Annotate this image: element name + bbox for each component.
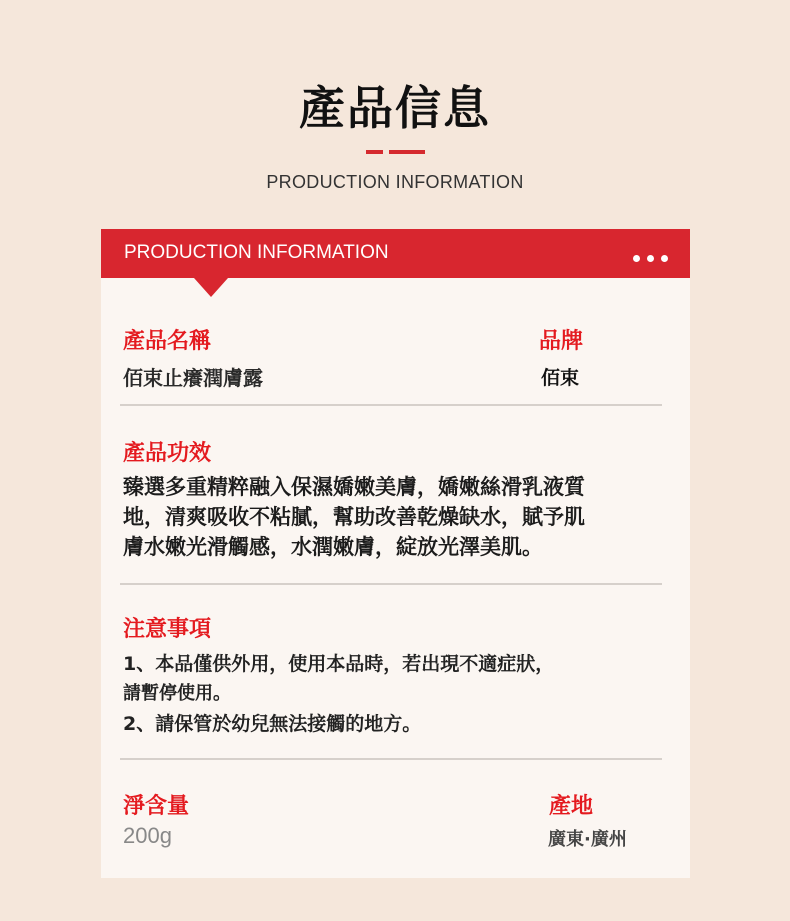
net-content-value: 200g bbox=[123, 823, 172, 848]
divider bbox=[120, 404, 662, 406]
dot bbox=[661, 255, 668, 262]
dot bbox=[633, 255, 640, 262]
header-pointer-triangle bbox=[194, 278, 228, 297]
efficacy-line: 地，清爽吸收不粘膩，幫助改善乾燥缺水，賦予肌 bbox=[123, 505, 585, 529]
caution-line-1: 1、本品僅供外用，使用本品時，若出現不適症狀， bbox=[123, 653, 555, 675]
divider bbox=[120, 758, 662, 760]
brand-label: 品牌 bbox=[539, 329, 584, 354]
card-header bbox=[101, 229, 690, 278]
cautions-label: 注意事項 bbox=[123, 617, 212, 642]
efficacy-label: 產品功效 bbox=[123, 441, 212, 466]
page-subtitle: PRODUCTION INFORMATION bbox=[266, 172, 524, 192]
more-dots-icon bbox=[633, 255, 668, 262]
caution-line-2: 2、請保管於幼兒無法接觸的地方。 bbox=[123, 713, 422, 735]
title-dash-short bbox=[366, 150, 383, 154]
product-name-label: 產品名稱 bbox=[123, 329, 212, 354]
brand-value: 佰束 bbox=[541, 367, 580, 389]
card-header-label: PRODUCTION INFORMATION bbox=[124, 242, 389, 263]
efficacy-line: 臻選多重精粹融入保濕嬌嫩美膚，嬌嫩絲滑乳液質 bbox=[123, 475, 585, 499]
efficacy-line: 膚水嫩光滑觸感，水潤嫩膚，綻放光澤美肌。 bbox=[123, 535, 543, 559]
dot bbox=[647, 255, 654, 262]
divider bbox=[120, 583, 662, 585]
origin-value: 廣東·廣州 bbox=[548, 829, 627, 850]
title-dash-long bbox=[389, 150, 425, 154]
net-content-label: 淨含量 bbox=[123, 794, 190, 819]
efficacy-text bbox=[123, 472, 663, 562]
product-info-card bbox=[101, 229, 690, 878]
caution-line-1-cont: 請暫停使用。 bbox=[123, 683, 231, 704]
page-title: 產品信息 bbox=[299, 81, 491, 135]
product-name-value: 佰束止癢潤膚露 bbox=[123, 366, 263, 390]
origin-label: 產地 bbox=[549, 794, 594, 819]
